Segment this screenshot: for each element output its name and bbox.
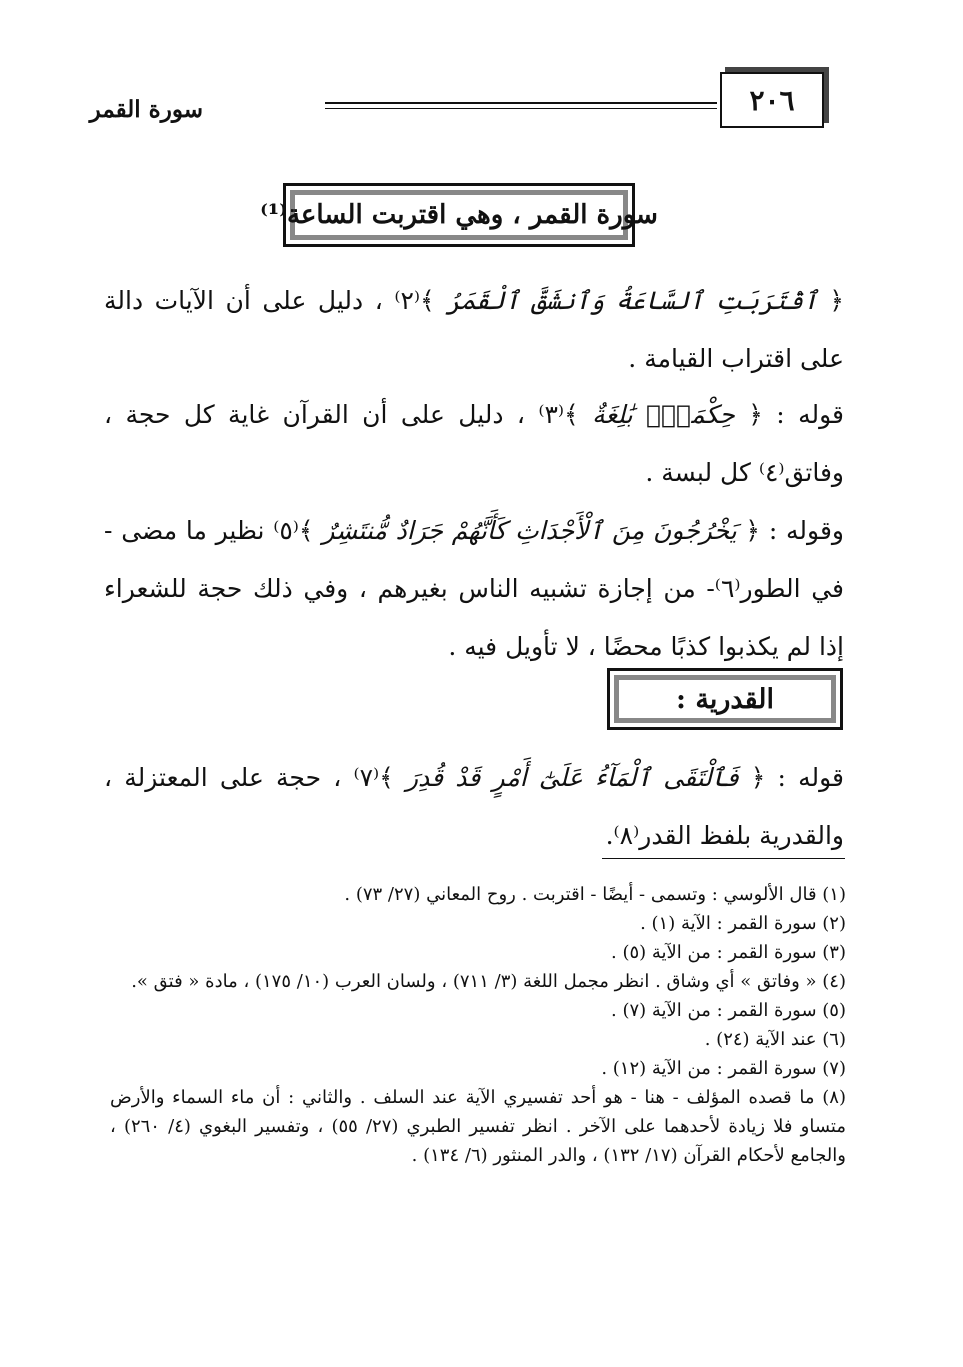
surah-title: سورة القمر ، وهي اقتربت الساعة⁽¹⁾ bbox=[260, 200, 658, 230]
footnote-text: عند الآية (٢٤) . bbox=[704, 1029, 823, 1050]
verse-close-bracket: ﴾⁽٢⁾ bbox=[394, 286, 447, 315]
header-rule bbox=[325, 102, 717, 104]
footnote-text: سورة القمر : الآية (١) . bbox=[640, 913, 823, 934]
footnote-text: قال الألوسي : وتسمى - أيضًا - اقتربت . روح المعاني (٢٧/ ٧٣) . bbox=[344, 884, 823, 905]
footnote-text: سورة القمر : من الآية (٧) . bbox=[611, 1000, 823, 1021]
surah-title-box bbox=[260, 183, 658, 247]
footnote-number: (٥) bbox=[822, 1000, 846, 1021]
footnote-8 bbox=[110, 1083, 846, 1170]
verse-close-bracket: ﴾⁽٧⁾ bbox=[353, 763, 406, 792]
paragraph-4 bbox=[104, 749, 844, 865]
page-number: ٢٠٦ bbox=[749, 83, 795, 117]
page-number-box bbox=[720, 72, 824, 128]
surah-title-inner bbox=[260, 190, 658, 240]
section-heading: القدرية : bbox=[676, 683, 774, 715]
footnote-number: (٣) bbox=[822, 942, 846, 963]
footnote-7 bbox=[110, 1054, 846, 1083]
header-rule-thin bbox=[325, 108, 717, 109]
section-heading-inner bbox=[614, 675, 836, 723]
verse-close-bracket: ﴾⁽٣⁾ bbox=[538, 400, 593, 429]
quran-verse: يَخْرُجُونَ مِنَ ٱلْأَجْدَاثِ كَأَنَّهُمْ جَرَادٌ مُّنتَشِرٌ bbox=[322, 516, 737, 545]
footnote-1 bbox=[110, 880, 846, 909]
verse-open-bracket: ﴿ bbox=[817, 286, 844, 315]
footnote-4 bbox=[110, 967, 846, 996]
footnote-number: (٨) bbox=[822, 1087, 846, 1108]
paragraph-2 bbox=[104, 386, 844, 502]
footnote-text: « وفاتق » أي وشاق . انظر مجمل اللغة (٣/ ٧١١) ، ولسان العرب (١٠/ ١٧٥) ، مادة « فتق ». bbox=[131, 971, 823, 992]
running-title: سورة القمر bbox=[89, 96, 203, 123]
footnote-text: سورة القمر : من الآية (٥) . bbox=[611, 942, 823, 963]
footnote-number: (٤) bbox=[822, 971, 846, 992]
paragraph-text: ، دليل على أن القرآن غاية كل حجة ، وفاتق⁽٤⁾ كل لبسة . bbox=[104, 400, 844, 487]
footnote-number: (٧) bbox=[822, 1058, 846, 1079]
footnote-5 bbox=[110, 996, 846, 1025]
paragraph-lead: قوله : ﴿ bbox=[734, 400, 844, 429]
verse-close-bracket: ﴾⁽٥⁾ bbox=[273, 516, 323, 545]
section-heading-box bbox=[607, 668, 843, 730]
paragraph-text: ، حجة على المعتزلة ، والقدرية بلفظ القدر⁽٨⁾. bbox=[104, 763, 844, 850]
footnote-text: ما قصده المؤلف - هنا - هو أحد تفسيري الآية عند السلف . والثاني : أن ماء السماء والأرض متساو فلا زيادة لأحدهما على الآخر . انظر تفسير الطبري (٢٧/ ٥٥) ، وتفسير البغوي (٤/ ٢٦٠) ، والجامع لأحكام القرآن (١٧/ ١٣٢) ، والدر المنثور (٦/ ١٣٤) . bbox=[110, 1087, 846, 1166]
paragraph-lead: وقوله : ﴿ bbox=[736, 516, 844, 545]
footnote-number: (٢) bbox=[822, 913, 846, 934]
paragraph-text: ، دليل على أن الآيات دالة على اقتراب القيامة . bbox=[104, 286, 844, 373]
footnote-6 bbox=[110, 1025, 846, 1054]
paragraph-text: نظير ما مضى - في الطور⁽٦⁾- من إجازة تشبيه الناس بغيرهم ، وفي ذلك حجة للشعراء إذا لم يكذبوا كذبًا محضًا ، لا تأويل فيه . bbox=[104, 516, 844, 661]
footnote-3 bbox=[110, 938, 846, 967]
footnote-2 bbox=[110, 909, 846, 938]
footnote-number: (١) bbox=[822, 884, 846, 905]
footnote-separator bbox=[602, 858, 845, 859]
quran-verse: ٱقْتَرَبَتِ ٱلسَّاعَةُ وَٱنشَقَّ ٱلْقَمَرُ bbox=[446, 286, 818, 315]
paragraph-3 bbox=[104, 502, 844, 676]
paragraph-1 bbox=[104, 272, 844, 388]
footnote-number: (٦) bbox=[822, 1029, 846, 1050]
paragraph-lead: قوله : ﴿ bbox=[738, 763, 844, 792]
footnote-text: سورة القمر : من الآية (١٢) . bbox=[601, 1058, 823, 1079]
quran-verse: فَٱلْتَقَى ٱلْمَآءُ عَلَىٰٓ أَمْرٍ قَدْ قُدِرَ bbox=[405, 763, 739, 792]
quran-verse: حِكْمَةٌۢ بَٰلِغَةٌ bbox=[592, 400, 735, 429]
footnotes bbox=[110, 880, 846, 1170]
